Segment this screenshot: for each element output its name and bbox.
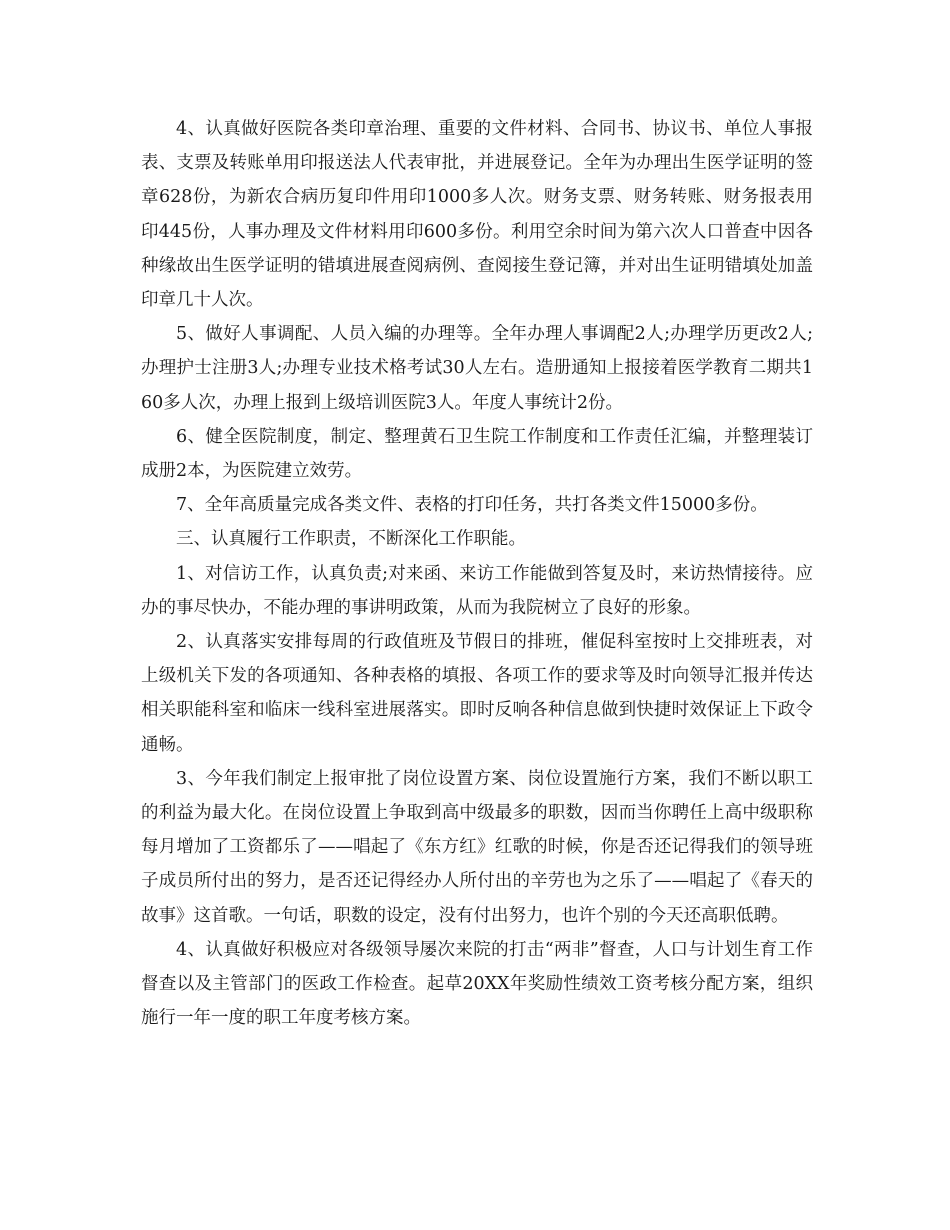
paragraph-hospital-rules: 6、健全医院制度，制定、整理黄石卫生院工作制度和工作责任汇编，并整理装订成册2本，为医院建立效劳。	[141, 426, 813, 482]
paragraph-duty-scheduling: 2、认真落实安排每周的行政值班及节假日的排班，催促科室按时上交排班表，对上级机关下发的各项通知、各种表格的填报、各项工作的要求等及时向领导汇报并传达相关职能科室和临床一线科室进展落实。即时反响各种信息做到快捷时效保证上下政令通畅。	[141, 632, 813, 755]
paragraph-seal-management: 4、认真做好医院各类印章治理、重要的文件材料、合同书、协议书、单位人事报表、支票及转账单用印报送法人代表审批，并进展登记。全年为办理出生医学证明的签章628份，为新农合病历复印件用印1000多人次。财务支票、财务转账、财务报表用印445份，人事办理及文件材料用印600多份。利用空余时间为第六次人口普查中因各种缘故出生医学证明的错填进展查阅病例、查阅接生登记簿，并对出生证明错填处加盖印章几十人次。	[141, 119, 813, 311]
document-body	[141, 112, 813, 1035]
paragraph-petition-work: 1、对信访工作，认真负责;对来函、来访工作能做到答复及时，来访热情接待。应办的事尽快办，不能办理的事讲明政策，从而为我院树立了良好的形象。	[141, 563, 813, 618]
paragraph-inspections: 4、认真做好积极应对各级领导屡次来院的打击“两非”督查，人口与计划生育工作督查以及主管部门的医政工作检查。起草20XX年奖励性绩效工资考核分配方案，组织施行一年一度的职工年度考核方案。	[141, 939, 813, 1029]
paragraph-position-setting: 3、今年我们制定上报审批了岗位设置方案、岗位设置施行方案，我们不断以职工的利益为最大化。在岗位设置上争取到高中级最多的职数，因而当你聘任上高中级职称每月增加了工资都乐了——唱起了《东方红》红歌的时候，你是否还记得我们的领导班子成员所付出的努力，是否还记得经办人所付出的辛劳也为之乐了——唱起了《春天的故事》这首歌。一句话，职数的设定，没有付出努力，也许个别的今天还高职低聘。	[141, 768, 813, 926]
section-heading-duties: 三、认真履行工作职责，不断深化工作职能。	[176, 529, 526, 550]
paragraph-printing-tasks: 7、全年高质量完成各类文件、表格的打印任务，共打各类文件15000多份。	[176, 495, 768, 516]
paragraph-personnel-allocation: 5、做好人事调配、人员入编的办理等。全年办理人事调配2人;办理学历更改2人;办理护士注册3人;办理专业技术格考试30人左右。造册通知上报接着医学教育二期共160多人次，办理上报到上级培训医院3人。年度人事统计2份。	[141, 324, 813, 413]
